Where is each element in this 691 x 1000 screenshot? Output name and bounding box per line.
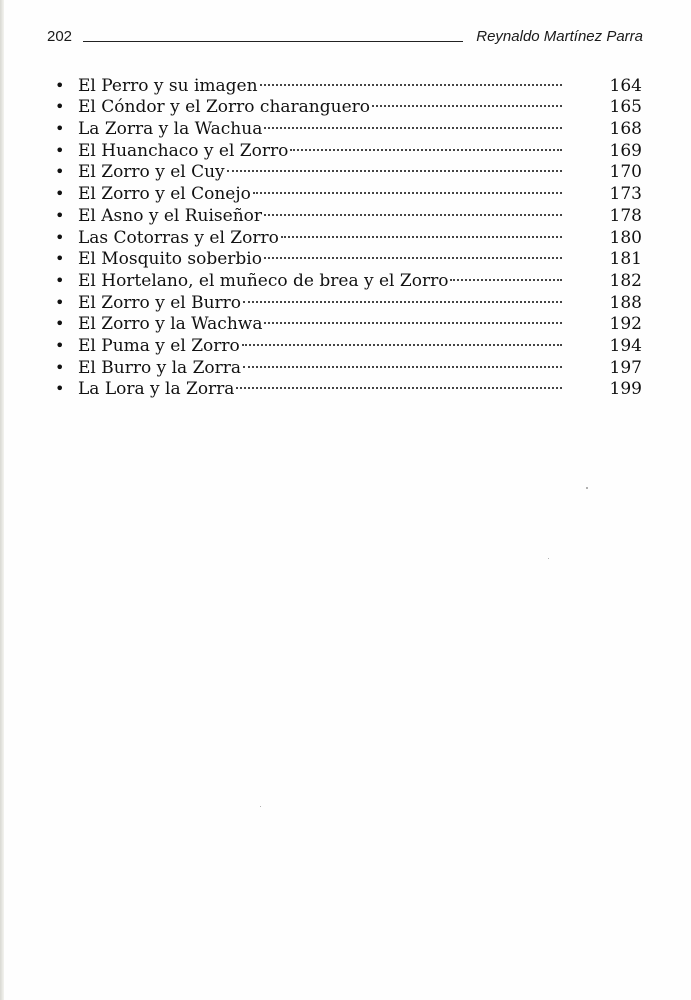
entry-page-number: 192: [609, 314, 642, 335]
bullet-icon: •: [55, 314, 65, 334]
entry-title: El Huanchaco y el Zorro: [78, 140, 289, 161]
bullet-icon: •: [55, 97, 65, 117]
bullet-icon: •: [55, 184, 65, 204]
paper-speck: [548, 558, 549, 559]
bullet-icon: •: [55, 335, 65, 355]
entry-title: El Zorro y el Burro: [78, 292, 242, 313]
entry-page-number: 168: [609, 119, 642, 140]
entry-title: El Perro y su imagen: [78, 75, 258, 96]
entry-page-number: 182: [609, 270, 642, 291]
bullet-icon: •: [55, 379, 65, 399]
entry-title: El Burro y la Zorra: [78, 357, 242, 378]
dot-leader: [264, 199, 562, 221]
running-head: [47, 26, 643, 48]
dot-leader: [281, 221, 562, 243]
bullet-icon: •: [55, 205, 65, 225]
entry-page-number: 169: [609, 140, 642, 161]
entry-page-number: 178: [609, 205, 642, 226]
entry-page-number: 194: [609, 335, 642, 356]
dot-leader: [227, 156, 562, 178]
entry-page-number: 164: [609, 75, 642, 96]
dot-leader: [243, 286, 562, 308]
toc-entry: [52, 69, 642, 96]
entry-page-number: 197: [609, 357, 642, 378]
entry-title: El Zorro y el Conejo: [78, 184, 251, 205]
paper-speck: [260, 806, 261, 807]
entry-page-number: 181: [609, 249, 642, 270]
bullet-icon: •: [55, 119, 65, 139]
entry-title: El Zorro y la Wachwa: [78, 314, 263, 335]
page-gutter-edge: [0, 0, 4, 1000]
entry-page-number: 170: [609, 162, 642, 183]
author-name: Reynaldo Martínez Parra: [476, 28, 643, 45]
entry-page-number: 199: [609, 379, 642, 400]
page-number: 202: [47, 28, 73, 45]
table-of-contents: [52, 69, 642, 400]
paper-speck: [586, 487, 588, 489]
bullet-icon: •: [55, 270, 65, 290]
dot-leader: [253, 177, 562, 199]
dot-leader: [264, 308, 562, 330]
bullet-icon: •: [55, 357, 65, 377]
bullet-icon: •: [55, 249, 65, 269]
dot-leader: [260, 69, 562, 91]
dot-leader: [264, 112, 562, 134]
entry-title: El Hortelano, el muñeco de brea y el Zorro: [78, 270, 449, 291]
bullet-icon: •: [55, 227, 65, 247]
bullet-icon: •: [55, 140, 65, 160]
bullet-icon: •: [55, 162, 65, 182]
dot-leader: [236, 373, 562, 395]
entry-page-number: 180: [609, 227, 642, 248]
entry-page-number: 165: [609, 97, 642, 118]
entry-title: El Mosquito soberbio: [78, 249, 262, 270]
entry-title: La Zorra y la Wachua: [78, 119, 263, 140]
entry-title: Las Cotorras y el Zorro: [78, 227, 279, 248]
dot-leader: [264, 243, 562, 265]
header-rule: [83, 41, 463, 42]
dot-leader: [372, 91, 562, 113]
entry-title: El Asno y el Ruiseñor: [78, 205, 263, 226]
entry-title: El Puma y el Zorro: [78, 335, 240, 356]
bullet-icon: •: [55, 292, 65, 312]
bullet-icon: •: [55, 75, 65, 95]
entry-page-number: 173: [609, 184, 642, 205]
dot-leader: [243, 351, 562, 373]
entry-page-number: 188: [609, 292, 642, 313]
dot-leader: [242, 329, 562, 351]
dot-leader: [290, 134, 562, 156]
entry-title: El Cóndor y el Zorro charanguero: [78, 97, 371, 118]
entry-title: La Lora y la Zorra: [78, 379, 235, 400]
dot-leader: [450, 264, 562, 286]
entry-title: El Zorro y el Cuy: [78, 162, 225, 183]
